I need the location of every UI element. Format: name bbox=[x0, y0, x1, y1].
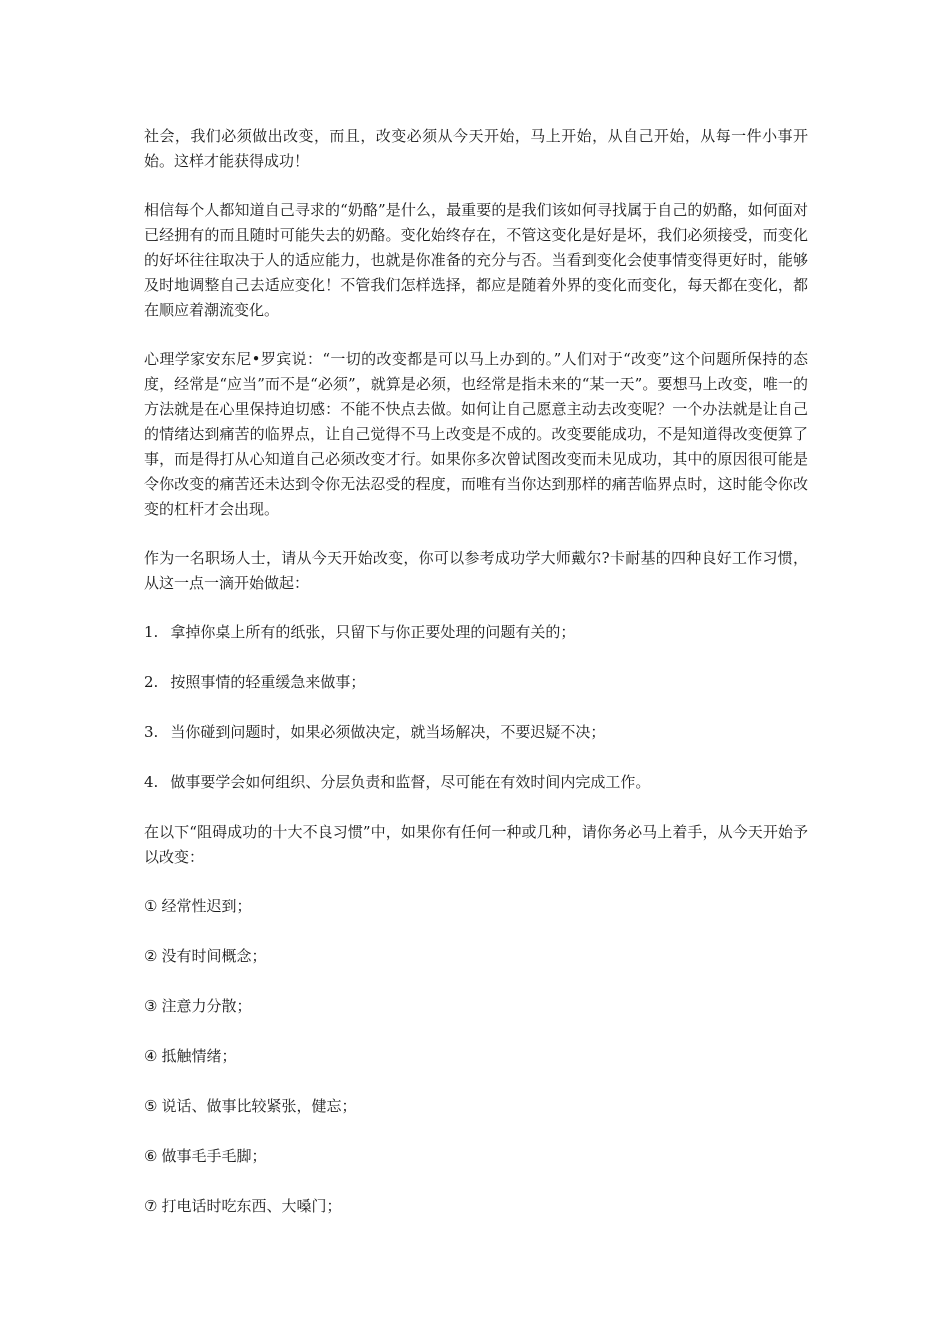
list-item-text: 按照事情的轻重缓急来做事； bbox=[170, 673, 366, 691]
list-item-number: 3. bbox=[144, 723, 159, 741]
habit-item-text: 抵触情绪； bbox=[161, 1047, 237, 1065]
habit-item-text: 说话、做事比较紧张，健忘； bbox=[161, 1097, 357, 1115]
habit-item-marker: ⑦ bbox=[144, 1197, 158, 1215]
paragraph-bad-habits-intro: 在以下“阻碍成功的十大不良习惯”中，如果你有任何一种或几种，请你务必马上着手，从今天开始予以改变： bbox=[144, 823, 808, 866]
document-body bbox=[144, 124, 808, 1244]
habit-item-text: 没有时间概念； bbox=[161, 947, 267, 965]
habit-item-marker: ⑥ bbox=[144, 1147, 158, 1165]
list-item-text: 做事要学会如何组织、分层负责和监督，尽可能在有效时间内完成工作。 bbox=[170, 773, 651, 791]
list-item bbox=[144, 670, 808, 695]
paragraph-carnegie-intro: 作为一名职场人士，请从今天开始改变，你可以参考成功学大师戴尔?卡耐基的四种良好工作习惯，从这一点一滴开始做起： bbox=[144, 549, 808, 592]
circled-list bbox=[144, 894, 808, 1219]
list-item-number: 4. bbox=[144, 773, 159, 791]
habit-item-text: 注意力分散； bbox=[161, 997, 252, 1015]
list-item bbox=[144, 720, 808, 745]
numbered-list bbox=[144, 620, 808, 795]
habit-item-marker: ④ bbox=[144, 1047, 158, 1065]
habit-item bbox=[144, 994, 808, 1019]
habit-item bbox=[144, 1094, 808, 1119]
list-item-number: 2. bbox=[144, 673, 159, 691]
habit-item bbox=[144, 1044, 808, 1069]
habit-item-marker: ⑤ bbox=[144, 1097, 158, 1115]
habit-item-marker: ② bbox=[144, 947, 158, 965]
list-item-text: 当你碰到问题时，如果必须做决定，就当场解决，不要迟疑不决； bbox=[170, 723, 606, 741]
habit-item-text: 做事毛手毛脚； bbox=[161, 1147, 267, 1165]
list-item-number: 1. bbox=[144, 623, 159, 641]
habit-item bbox=[144, 1194, 808, 1219]
list-item bbox=[144, 770, 808, 795]
list-item-text: 拿掉你桌上所有的纸张，只留下与你正要处理的问题有关的； bbox=[170, 623, 576, 641]
habit-item-marker: ③ bbox=[144, 997, 158, 1015]
habit-item bbox=[144, 944, 808, 969]
paragraph-robbins-quote: 心理学家安东尼•罗宾说：“一切的改变都是可以马上办到的。”人们对于“改变”这个问题所保持的态度，经常是“应当”而不是“必须”，就算是必须，也经常是指未来的“某一天”。要想马上改变，唯一的方法就是在心里保持迫切感：不能不快点去做。如何让自己愿意主动去改变呢？一个办法就是让自己的情绪达到痛苦的临界点，让自己觉得不马上改变是不成的。改变要能成功，不是知道得改变便算了事，而是得打从心知道自己必须改变才行。如果你多次曾试图改变而未见成功，其中的原因很可能是令你改变的痛苦还未达到令你无法忍受的程度，而唯有当你达到那样的痛苦临界点时，这时能令你改变的杠杆才会出现。 bbox=[144, 350, 808, 518]
habit-item-marker: ① bbox=[144, 897, 158, 915]
paragraph-intro: 社会，我们必须做出改变，而且，改变必须从今天开始，马上开始，从自己开始，从每一件小事开始。这样才能获得成功！ bbox=[144, 127, 808, 170]
paragraph-cheese: 相信每个人都知道自己寻求的“奶酪”是什么，最重要的是我们该如何寻找属于自己的奶酪，如何面对已经拥有的而且随时可能失去的奶酪。变化始终存在，不管这变化是好是坏，我们必须接受，而变化的好坏往往取决于人的适应能力，也就是你准备的充分与否。当看到变化会使事情变得更好时，能够及时地调整自己去适应变化！不管我们怎样选择，都应是随着外界的变化而变化，每天都在变化，都在顺应着潮流变化。 bbox=[144, 201, 808, 319]
habit-item bbox=[144, 894, 808, 919]
habit-item-text: 打电话时吃东西、大嗓门； bbox=[161, 1197, 342, 1215]
habit-item bbox=[144, 1144, 808, 1169]
list-item bbox=[144, 620, 808, 645]
habit-item-text: 经常性迟到； bbox=[161, 897, 252, 915]
